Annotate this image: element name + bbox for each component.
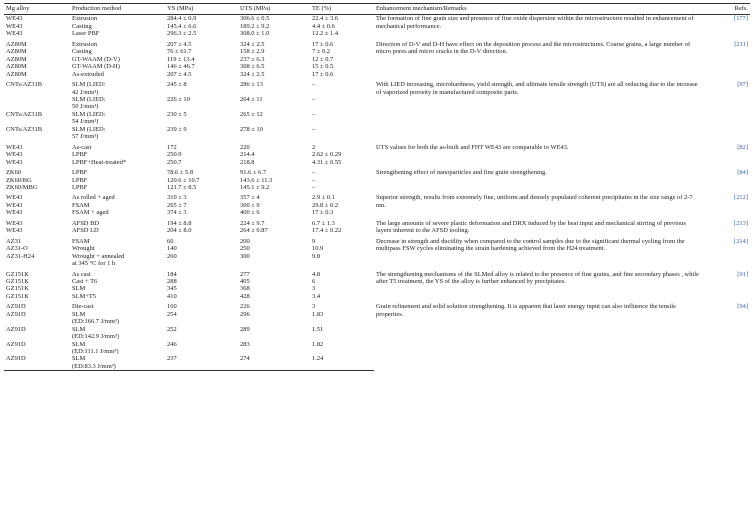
cell-mg-alloy: ZK60 (6, 169, 22, 177)
cell-te: 3 (312, 303, 316, 311)
cell-production-method (70, 56, 165, 63)
method-line: Laser PBF (72, 30, 100, 38)
cell-uts: 324 ± 2.5 (240, 40, 265, 48)
cell-mg-alloy: AZ31-H24 (6, 252, 35, 260)
cell-uts: 296 (240, 310, 250, 318)
cell-ys: 246 (167, 340, 177, 348)
cell-uts: 218.8 (240, 158, 255, 166)
method-line: SLM (72, 355, 86, 363)
cell-mg-alloy: GZ151K (6, 285, 29, 293)
cell-mg-alloy: WE43 (6, 151, 23, 159)
method-line: Wrought (72, 245, 95, 253)
table-row (4, 268, 750, 278)
cell-production-method (70, 227, 165, 234)
method-line: LPBF (72, 183, 88, 191)
cell-uts: 226 (240, 303, 250, 311)
cell-production-method (70, 245, 165, 252)
cell-mg-alloy: ZK60/MBG (6, 183, 38, 191)
cell-production-method (70, 235, 165, 245)
method-line: FSAM (72, 201, 90, 209)
method-line: FSAM (72, 237, 90, 245)
cell-ref-link[interactable]: [213] (734, 219, 748, 227)
cell-mg-alloy: AZ80M (6, 48, 27, 56)
cell-production-method (70, 293, 165, 300)
cell-production-method (70, 300, 165, 310)
cell-ref-link[interactable]: [84] (737, 169, 748, 177)
method-line: SLM+T5 (72, 292, 97, 300)
cell-ys: 204 ± 8.0 (167, 227, 192, 235)
cell-mg-alloy: CNTs/AZ31B (6, 110, 43, 118)
method-line: GT-WAAM (D-V) (72, 55, 120, 63)
table-row (4, 217, 750, 227)
cell-mg-alloy: CNTs/AZ31B (6, 125, 43, 133)
method-line-2: (ED:83.3 J/mm³) (72, 362, 116, 370)
cell-mg-alloy: WE43 (6, 158, 23, 166)
cell-te: – (312, 125, 316, 133)
method-line: Cast + T6 (72, 277, 98, 285)
cell-remarks: Direction of D-V and D-H have effect on the deposition process and the microstructures. Coarse grains, a large number of micro pores and micro cracks in the D-V direction. (376, 40, 691, 56)
cell-ref-link[interactable]: [82] (737, 143, 748, 151)
cell-mg-alloy: AZ91D (6, 325, 26, 333)
cell-remarks: Superior strength, results from extremely fine, uniform and densely populated coherent precipitates in the size range of 2-7 nm. (376, 194, 693, 209)
cell-ys: 296.3 ± 2.5 (167, 30, 197, 38)
cell-mg-alloy: WE43 (6, 227, 23, 235)
method-line: LPBF (72, 151, 88, 159)
cell-te: 1.24 (310, 355, 374, 370)
cell-uts: 300 (240, 252, 250, 260)
cell-uts: 306.6 ± 0.5 (240, 15, 270, 23)
cell-ys: 374 ± 3 (167, 209, 187, 217)
cell-uts: 200 (240, 237, 250, 245)
cell-te: 3 (312, 285, 316, 293)
cell-ys: 254 (167, 310, 177, 318)
cell-ys: 146 ± 46.7 (167, 63, 195, 71)
cell-mg-alloy: WE43 (6, 15, 23, 23)
cell-remarks: Strengthening effect of nanoparticles and fine grain strengthening. (376, 169, 547, 177)
table-row (4, 191, 750, 201)
cell-te: 3.4 (312, 292, 321, 300)
cell-production-method (70, 159, 165, 166)
cell-uts: 286 ± 13 (240, 81, 263, 89)
cell-production-method (70, 151, 165, 158)
method-line: SLM (72, 340, 86, 348)
cell-uts: 278 ± 10 (240, 125, 263, 133)
cell-uts: 224 ± 9.7 (240, 219, 265, 227)
cell-ys: 250.9 (167, 151, 182, 159)
cell-ys: 245 ± 8 (167, 81, 187, 89)
cell-ys: 288 (167, 277, 177, 285)
cell-ys: 145.4 ± 6.6 (167, 22, 197, 30)
cell-ref-link[interactable]: [212] (734, 194, 748, 202)
method-line: SLM (LIED: (72, 95, 106, 103)
cell-uts: 237 ± 6.3 (240, 55, 265, 63)
cell-production-method (70, 209, 165, 216)
cell-production-method (70, 355, 165, 370)
cell-uts: 283 (240, 340, 250, 348)
cell-uts: 308.0 ± 1.0 (240, 30, 270, 38)
cell-ys: 310 ± 3 (167, 194, 187, 202)
method-line: LPBF+Heat-treated* (72, 158, 127, 166)
cell-mg-alloy: WE43 (6, 143, 23, 151)
method-line-2: (ED:142.9 J/mm³) (72, 333, 119, 341)
header-remarks: Enhancement mechanism/Remarks (374, 4, 707, 15)
cell-mg-alloy: WE43 (6, 30, 23, 38)
method-line: Extrusion (72, 15, 98, 23)
cell-remarks: Decrease in strength and ductility when compared to the control samples due to the significant thermal cycling from the multipass FSW cycles eliminating the strain hardening achieved from the H24 treatment. (376, 237, 685, 253)
method-line: As-extruded (72, 70, 104, 78)
cell-production-method (70, 38, 165, 48)
cell-te: – (312, 81, 316, 89)
cell-ys: 284.4 ± 0.9 (167, 15, 197, 23)
cell-remarks: Grain refinement and solid solution strengthening. It is apparent that laser energy input can also influence the tensile properties. (376, 303, 676, 318)
cell-te: 1.83 (312, 310, 324, 318)
cell-production-method (70, 184, 165, 191)
table-row (4, 38, 750, 48)
cell-uts: 214.4 (240, 151, 255, 159)
cell-remarks: UTS values for both the as-built and FHT WE43 are comparable to WE43. (376, 143, 569, 151)
cell-ys: 78.6 ± 5.8 (167, 169, 194, 177)
cell-te: 1.82 (312, 340, 324, 348)
cell-ref-link[interactable]: [97] (737, 81, 748, 89)
cell-ref-link[interactable]: [214] (734, 237, 748, 245)
cell-mg-alloy: CNTs/AZ31B (6, 81, 43, 89)
method-line: Die-cast (72, 303, 94, 311)
cell-uts: 145.1 ± 9.2 (240, 183, 270, 191)
table-row (4, 166, 750, 176)
cell-mg-alloy: AZ31-O (6, 245, 28, 253)
method-line: LPBF (72, 176, 88, 184)
cell-ref-link[interactable]: [211] (734, 40, 748, 48)
cell-uts: 264 ± 0.87 (240, 227, 268, 235)
cell-uts: 289 (240, 325, 250, 333)
cell-ys: 60 (167, 237, 174, 245)
cell-ys: 230 ± 5 (167, 110, 187, 118)
method-line: As-cast (72, 143, 92, 151)
cell-te: 12.2 ± 1.4 (312, 30, 339, 38)
cell-ys: 237 (165, 355, 238, 370)
header-uts: UTS (MPa) (238, 4, 310, 15)
table-row (4, 235, 750, 245)
method-line-2: 54 J/mm³) (72, 118, 99, 126)
method-line-2: at 345 °C for 1 h (72, 260, 116, 268)
cell-uts: 405 (240, 277, 250, 285)
header-mg-alloy: Mg alloy (4, 4, 70, 15)
cell-mg-alloy: AZ80M (6, 70, 27, 78)
cell-uts: 368 (240, 285, 250, 293)
cell-uts: 220 (240, 143, 250, 151)
method-line: FSAM + aged (72, 209, 109, 217)
cell-te: 6.7 ± 1.3 (312, 219, 335, 227)
cell-ys: 250.7 (167, 158, 182, 166)
cell-te: 10.9 (312, 245, 324, 253)
cell-ys: 140 (167, 245, 177, 253)
cell-te: – (312, 176, 316, 184)
cell-te: 2.9 ± 0.1 (312, 194, 335, 202)
cell-production-method (70, 48, 165, 55)
cell-ys: 120.6 ± 10.7 (167, 176, 200, 184)
table-body (4, 15, 750, 371)
method-line: SLM (LIED: (72, 110, 106, 118)
method-line-2: (ED:166.7 J/mm³) (72, 318, 119, 326)
cell-production-method (70, 141, 165, 151)
cell-ys: 172 (167, 143, 177, 151)
cell-mg-alloy: AZ80M (6, 40, 27, 48)
cell-production-method (70, 253, 165, 268)
cell-mg-alloy: WE43 (6, 201, 23, 209)
cell-ys: 345 (167, 285, 177, 293)
cell-mg-alloy: AZ91D (6, 340, 26, 348)
cell-production-method (70, 126, 165, 141)
cell-ys: 160 (167, 303, 177, 311)
cell-te: 9 (312, 237, 316, 245)
cell-ys: 239 ± 9 (167, 125, 187, 133)
cell-production-method (70, 191, 165, 201)
cell-mg-alloy: WE43 (6, 22, 23, 30)
method-line: Wrought + annealed (72, 252, 125, 260)
cell-uts: 250 (240, 245, 250, 253)
cell-production-method (70, 166, 165, 176)
cell-uts: 324 ± 2.5 (240, 70, 265, 78)
method-line: SLM (72, 310, 86, 318)
cell-production-method (70, 202, 165, 209)
cell-production-method (70, 278, 165, 285)
cell-production-method (70, 96, 165, 111)
cell-production-method (70, 71, 165, 78)
cell-te: 7 ± 0.2 (312, 48, 331, 56)
cell-mg-alloy: WE43 (6, 219, 23, 227)
cell-mg-alloy: ZK60/BG (6, 176, 32, 184)
method-line-2: 42 J/mm³) (72, 88, 99, 96)
cell-production-method (70, 268, 165, 278)
cell-remarks: The formation of fine grain size and presence of fine oxide dispersion within the microstructure resulted in enhancement of mechanical performance. (376, 15, 694, 30)
method-line: AFSD BD (72, 219, 100, 227)
table-row (4, 141, 750, 151)
cell-mg-alloy (4, 96, 70, 111)
cell-production-method (70, 217, 165, 227)
cell-ys: 194 ± 8.8 (167, 219, 192, 227)
cell-remarks: With LIED increasing, microhardness, yield strength, and ultimate tensile strength (UTS) are all reducing due to the increase of vaporized porosity in manufactured composite parts. (376, 81, 698, 96)
cell-remarks: The strengthening mechanisms of the SLMed alloy is related to the presence of fine grains, and fine secondary phases , while after T5 treatment, the YS of the alloy is further enhanced by precipitates. (376, 270, 699, 285)
method-line: SLM (LIED: (72, 81, 106, 89)
cell-mg-alloy: AZ91D (6, 303, 26, 311)
cell-uts: 277 (240, 270, 250, 278)
method-line: Casting (72, 22, 92, 30)
cell-mg-alloy: AZ91D (4, 355, 70, 370)
cell-production-method (70, 23, 165, 30)
method-line: GT-WAAM (D-H) (72, 63, 120, 71)
cell-mg-alloy: WE43 (6, 194, 23, 202)
cell-te: 17.4 ± 0.22 (312, 227, 342, 235)
cell-uts: 265 ± 12 (240, 110, 263, 118)
cell-production-method (70, 30, 165, 37)
cell-te: – (312, 183, 316, 191)
table-row (4, 15, 750, 23)
cell-mg-alloy: GZ151K (6, 270, 29, 278)
cell-mg-alloy: GZ151K (6, 277, 29, 285)
method-line: SLM (LIED: (72, 125, 106, 133)
method-line: AFSD LD (72, 227, 99, 235)
cell-mg-alloy: AZ80M (6, 55, 27, 63)
cell-uts: 300 ± 9 (240, 201, 260, 209)
cell-te: 22.4 ± 3.6 (312, 15, 339, 23)
cell-ys: 121.7 ± 8.5 (167, 183, 197, 191)
method-line-2: (ED:111.1 J/mm³) (72, 348, 119, 356)
cell-te: – (312, 110, 316, 118)
cell-te: – (312, 95, 316, 103)
method-line: As rolled + aged (72, 194, 115, 202)
cell-mg-alloy: AZ31 (6, 237, 22, 245)
method-line: As cast (72, 270, 91, 278)
cell-uts: 308 ± 6.5 (240, 63, 265, 71)
cell-te: 6 (312, 277, 316, 285)
cell-uts: 428 (240, 292, 250, 300)
cell-te: 4.4 ± 0.6 (312, 22, 335, 30)
cell-mg-alloy: GZ151K (6, 292, 29, 300)
cell-mg-alloy: WE43 (6, 209, 23, 217)
cell-uts: 264 ± 11 (240, 95, 263, 103)
header-row (4, 4, 750, 15)
cell-te: 17 ± 0.6 (312, 70, 334, 78)
cell-production-method (70, 311, 165, 326)
cell-production-method (70, 177, 165, 184)
cell-production-method (70, 15, 165, 23)
cell-te: – (312, 169, 316, 177)
cell-ys: 119 ± 13.4 (167, 55, 195, 63)
cell-production-method (70, 285, 165, 292)
cell-uts: 357 ± 4 (240, 194, 260, 202)
cell-ref-link[interactable]: [177] (734, 15, 748, 23)
cell-production-method (70, 326, 165, 341)
cell-te: 12 ± 0.7 (312, 55, 334, 63)
cell-ys: 207 ± 4.5 (167, 40, 192, 48)
cell-te: 1.51 (312, 325, 324, 333)
cell-uts: 400 ± 6 (240, 209, 260, 217)
method-line: SLM (72, 285, 86, 293)
cell-te: 17 ± 0.6 (312, 40, 334, 48)
table-header (4, 4, 750, 15)
header-te: TE (%) (310, 4, 374, 15)
cell-ys: 226 ± 10 (167, 95, 190, 103)
cell-production-method (70, 111, 165, 126)
table-row (4, 300, 750, 310)
table-container (4, 3, 750, 371)
cell-production-method (70, 63, 165, 70)
cell-te: 29.8 ± 0.2 (312, 201, 339, 209)
cell-te: 9.8 (312, 252, 321, 260)
cell-ys: 252 (167, 325, 177, 333)
cell-uts: 189.2 ± 9.2 (240, 22, 270, 30)
cell-te: 4.8 (312, 270, 321, 278)
cell-ref-link[interactable]: [91] (737, 270, 748, 278)
cell-ys: 410 (167, 292, 177, 300)
method-line-2: 57 J/mm³) (72, 133, 99, 141)
cell-te: 2 (312, 143, 316, 151)
cell-ys: 76 ± 61.7 (167, 48, 192, 56)
method-line: Extrusion (72, 40, 98, 48)
cell-te: 17 ± 0.3 (312, 209, 334, 217)
cell-ys: 184 (167, 270, 177, 278)
method-line: SLM (72, 325, 86, 333)
cell-mg-alloy: AZ91D (6, 310, 26, 318)
method-line: LPBF (72, 169, 88, 177)
cell-ys: 260 (167, 252, 177, 260)
cell-production-method (70, 341, 165, 356)
header-ys: YS (MPa) (165, 4, 238, 15)
header-production-method: Production method (70, 4, 165, 15)
cell-te: 4.31 ± 0.55 (312, 158, 342, 166)
cell-ys: 207 ± 4.5 (167, 70, 192, 78)
header-refs: Refs. (707, 4, 750, 15)
cell-uts: 274 (238, 355, 310, 370)
cell-mg-alloy: AZ80M (6, 63, 27, 71)
cell-ref-link[interactable]: [94] (737, 303, 748, 311)
cell-uts: 158 ± 2.9 (240, 48, 265, 56)
cell-production-method (70, 78, 165, 96)
cell-uts: 143.6 ± 11.3 (240, 176, 273, 184)
method-line: Casting (72, 48, 92, 56)
mg-alloy-properties-table (4, 3, 750, 371)
table-row (4, 78, 750, 96)
cell-te: 2.62 ± 0.29 (312, 151, 342, 159)
cell-te: 15 ± 0.5 (312, 63, 334, 71)
cell-remarks: The large amounts of severe plastic deformation and DRX induced by the heat input and mechanical stirring of previous layers inherent to the AFSD tooling. (376, 219, 686, 235)
cell-uts: 91.6 ± 6.7 (240, 169, 267, 177)
cell-ys: 265 ± 7 (167, 201, 187, 209)
method-line-2: 50 J/mm³) (72, 103, 99, 111)
